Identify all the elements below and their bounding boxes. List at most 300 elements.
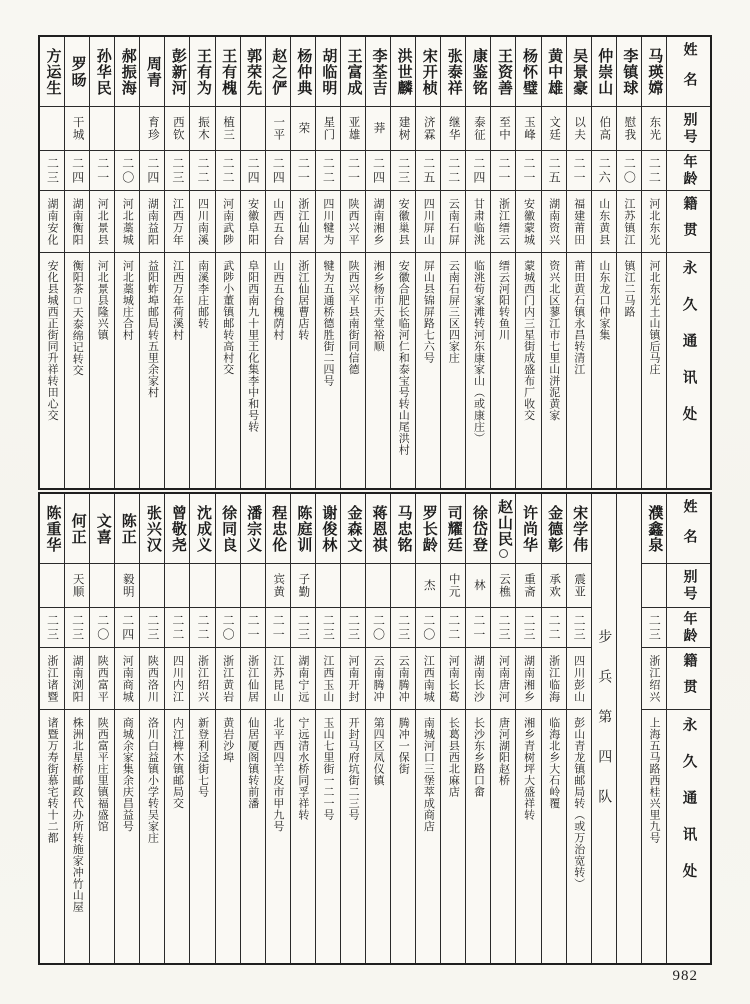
entry-name-text: 曾敬尧 (169, 504, 186, 553)
entry-address (241, 253, 265, 488)
entry-alias (516, 107, 540, 151)
entry-address-text: 新登利迳街七号 (196, 717, 209, 798)
entry-alias-text: 一平 (272, 116, 285, 141)
entry-age (190, 608, 214, 648)
entry-origin (241, 191, 265, 253)
section-label-text: 步兵第四队 (596, 628, 612, 829)
entry-age (291, 608, 315, 648)
entry-age (491, 608, 515, 648)
entry-age-text: 二三 (321, 613, 336, 642)
entry-name (491, 494, 515, 564)
entry-origin (441, 648, 465, 710)
entry-origin-text: 湖南衡阳 (71, 197, 84, 246)
entry-address-text: 山东龙口仲家集 (597, 260, 610, 341)
entry-age-text: 二一 (572, 156, 587, 185)
header-name (667, 37, 710, 107)
entry-address-text: 衡阳茶□天泰绵记转交 (71, 260, 84, 376)
roster-entry-column (566, 494, 591, 963)
entry-name-wrap (370, 505, 387, 553)
entry-name-wrap (69, 513, 86, 545)
entry-age (266, 608, 290, 648)
entry-address (216, 710, 240, 963)
blank-spacer-column (616, 494, 641, 963)
entry-name-text: 赵之俨 (270, 47, 287, 96)
entry-address (190, 253, 214, 488)
entry-address-text: 长沙东乡路口畲 (472, 717, 485, 798)
entry-age (216, 608, 240, 648)
roster-entry-column (40, 494, 64, 963)
entry-name-text: 吴景豪 (571, 47, 588, 96)
entry-address (165, 710, 189, 963)
entry-address-text: 临洮苟家滩转河东康家山（或康庄） (472, 260, 485, 444)
entry-alias (642, 107, 666, 151)
entry-origin (491, 648, 515, 710)
entry-origin-text: 河北藁城 (121, 197, 134, 246)
entry-address (65, 710, 89, 963)
entry-address (466, 710, 490, 963)
header-address-text: 永久通讯处 (680, 260, 697, 443)
entry-name (90, 494, 114, 564)
entry-name (291, 37, 315, 107)
entry-age-text: 二一 (471, 613, 486, 642)
entry-address (90, 253, 114, 488)
entry-name-text: 孙华民 (94, 47, 111, 96)
entry-alias (90, 107, 114, 151)
entry-address-text: 洛川白益镇小学转吴家庄 (146, 717, 159, 844)
entry-alias (542, 107, 566, 151)
entry-age (140, 608, 164, 648)
entry-age-text: 二四 (120, 613, 135, 642)
header-name (667, 494, 710, 564)
entry-name-wrap (119, 513, 136, 545)
entry-address (316, 253, 340, 488)
header-address-text: 永久通讯处 (680, 717, 697, 900)
entry-name (592, 37, 616, 107)
roster-entry-column (265, 37, 290, 488)
entry-origin (65, 648, 89, 710)
entry-age-text: 二二 (547, 613, 562, 642)
entry-alias-text: 振木 (197, 116, 209, 141)
header-age (667, 151, 710, 191)
entry-alias-text: 中元 (447, 573, 460, 598)
entry-address-text: 益阳蚱埠邮局转五里余家村 (146, 260, 159, 398)
entry-name (241, 494, 265, 564)
entry-address (316, 710, 340, 963)
entry-name-wrap (244, 505, 261, 553)
entry-origin (115, 191, 139, 253)
entry-origin (316, 191, 340, 253)
entry-name-text: 张泰祥 (445, 47, 462, 96)
entry-age-text: 二一 (95, 156, 110, 185)
roster-entry-column (189, 37, 214, 488)
entry-age-text: 二四 (145, 156, 160, 185)
entry-age (491, 151, 515, 191)
roster-entry-column (490, 494, 515, 963)
entry-alias (266, 107, 290, 151)
roster-entry-column (290, 494, 315, 963)
entry-age-text: 二三 (396, 156, 411, 185)
roster-entry-column (465, 37, 490, 488)
entry-origin-text: 河北东光 (647, 197, 660, 246)
entry-origin (115, 648, 139, 710)
entry-name (40, 494, 64, 564)
entry-origin-text: 江西万年 (171, 197, 184, 246)
entry-alias (617, 107, 641, 151)
entry-alias-text: 荣 (297, 122, 310, 135)
entry-address-text: 仙居厦阁镇转前潘 (246, 717, 259, 809)
entry-address-text: 阜阳西南九十里王化集李中和号转 (246, 260, 259, 433)
entry-alias-text: 云樵 (497, 573, 510, 598)
entry-origin-text: 江西玉山 (321, 654, 334, 703)
entry-alias-text: 泰征 (472, 116, 485, 141)
entry-age (266, 151, 290, 191)
entry-name-text: 王有槐 (220, 47, 237, 96)
entry-origin-text: 云南石屏 (447, 197, 460, 246)
roster-entry-column (591, 37, 616, 488)
entry-name-wrap (219, 48, 236, 96)
entry-name (216, 37, 240, 107)
entry-address (366, 253, 390, 488)
header-age-text: 年龄 (681, 153, 697, 188)
entry-name-wrap (144, 505, 161, 553)
entry-address-text: 河北景县隆兴镇 (96, 260, 109, 341)
roster-entry-column (616, 37, 641, 488)
entry-age-text: 二一 (346, 156, 361, 185)
entry-origin-text: 安徽阜阳 (246, 197, 259, 246)
entry-origin-text: 云南腾冲 (397, 654, 410, 703)
entry-origin-text: 河南长葛 (447, 654, 460, 703)
entry-age-text: 二四 (371, 156, 386, 185)
roster-entry-column (315, 37, 340, 488)
header-origin (667, 648, 710, 710)
entry-name-text: 潘宗义 (245, 504, 262, 553)
entry-address-text: 南城河口三堡萃成商店 (422, 717, 435, 832)
entry-age (642, 151, 666, 191)
entry-age-text: 二〇 (622, 156, 637, 185)
entry-name-text: 徐岱登 (470, 504, 487, 553)
entry-name-wrap (244, 48, 261, 96)
entry-name-wrap (269, 48, 286, 96)
entry-address (90, 710, 114, 963)
entry-name-text: 文喜 (94, 512, 111, 545)
entry-name (316, 494, 340, 564)
entry-age-text: 二三 (346, 613, 361, 642)
entry-alias (391, 564, 415, 608)
entry-address-text: 长葛县西北麻店 (447, 717, 460, 798)
entry-alias-text: 继华 (447, 116, 460, 141)
entry-age (366, 151, 390, 191)
entry-age-text: 二三 (45, 613, 60, 642)
entry-age (165, 608, 189, 648)
entry-age-text: 二三 (522, 613, 537, 642)
entry-name-text: 宋开桢 (420, 47, 437, 96)
page-number: 982 (672, 968, 698, 984)
entry-origin-text: 湖南湘乡 (522, 654, 535, 703)
entry-origin-text: 浙江诸暨 (46, 654, 59, 703)
entry-origin-text: 陕西洛川 (146, 654, 159, 703)
entry-address (516, 710, 540, 963)
entry-age (391, 151, 415, 191)
entry-name (516, 494, 540, 564)
entry-name-wrap (645, 505, 662, 553)
entry-origin-text: 河南开封 (346, 654, 359, 703)
entry-age (592, 151, 616, 191)
entry-age-text: 二四 (271, 156, 286, 185)
entry-origin-text: 山东黄县 (597, 197, 610, 246)
entry-address (466, 253, 490, 488)
entry-origin-text: 湖南宁远 (296, 654, 309, 703)
entry-age (391, 608, 415, 648)
entry-origin (216, 648, 240, 710)
entry-address-text: 玉山七里街一二一号 (322, 717, 334, 821)
entry-age (90, 151, 114, 191)
entry-name-text: 杨仲典 (295, 47, 312, 96)
entry-alias (140, 564, 164, 608)
roster-entry-column (541, 37, 566, 488)
entry-name-text: 黄中雄 (546, 47, 563, 96)
entry-age-text: 二三 (145, 613, 160, 642)
entry-origin (216, 191, 240, 253)
entry-alias (466, 107, 490, 151)
entry-name-wrap (420, 505, 437, 553)
entry-alias-text: 莽 (372, 122, 385, 135)
entry-origin-text: 河北景县 (96, 197, 109, 246)
entry-name-wrap (144, 56, 161, 88)
roster-entry-column (490, 37, 515, 488)
entry-origin-text: 四川犍为 (321, 197, 334, 246)
entry-age (466, 151, 490, 191)
entry-alias-text: 建树 (397, 116, 410, 141)
entry-address-text: 陕西兴平县南街同信德 (347, 260, 360, 375)
roster-entry-column (240, 37, 265, 488)
entry-origin (266, 191, 290, 253)
entry-name-wrap (570, 48, 587, 96)
entry-name (567, 494, 591, 564)
entry-name-text: 陈庭训 (295, 504, 312, 553)
entry-alias-text: 亚雄 (347, 116, 360, 141)
entry-origin (266, 648, 290, 710)
entry-address-text: 唐河湖阳赵桥 (497, 717, 510, 786)
entry-age-text: 二三 (396, 613, 411, 642)
entry-name-text: 王有为 (195, 47, 211, 96)
entry-name-text: 马瑛嫦 (646, 47, 663, 96)
entry-origin (165, 191, 189, 253)
entry-address-text: 资兴北区蓼江市七里山洴泥黄家 (547, 260, 560, 421)
entry-name-wrap (344, 48, 361, 96)
entry-name-text: 李荃吉 (370, 47, 387, 96)
entry-alias (441, 107, 465, 151)
entry-origin (617, 191, 641, 253)
entry-address-text: 武陟小董镇邮转高村交 (221, 260, 234, 375)
entry-name-text: 郝振海 (119, 47, 136, 96)
roster-entry-column (440, 37, 465, 488)
entry-name (366, 37, 390, 107)
roster-entry-column (139, 494, 164, 963)
roster-entry-column (315, 494, 340, 963)
entry-age-text: 二一 (522, 156, 537, 185)
entry-name (341, 494, 365, 564)
entry-alias-text: 济霖 (422, 116, 435, 141)
entry-name (241, 37, 265, 107)
roster-entry-column (89, 37, 114, 488)
entry-age (316, 608, 340, 648)
entry-name (341, 37, 365, 107)
entry-alias-text: 子勤 (297, 573, 310, 598)
entry-name (391, 37, 415, 107)
entry-age (291, 151, 315, 191)
header-origin (667, 191, 710, 253)
entry-name (165, 37, 189, 107)
entry-alias (592, 107, 616, 151)
entry-origin-text: 陕西富平 (96, 654, 109, 703)
entry-age (642, 608, 666, 648)
entry-age-text: 二二 (446, 613, 461, 642)
entry-alias-text: 植三 (222, 116, 235, 141)
entry-name-wrap (545, 48, 562, 96)
entry-origin-text: 山西五台 (271, 197, 284, 246)
entry-name-text: 陈重华 (44, 504, 61, 553)
entry-address-text: 安化县城西正街同升祥转田心交 (46, 260, 59, 421)
roster-entry-column (164, 494, 189, 963)
entry-age (567, 151, 591, 191)
entry-address-text: 云南石屏三区四家庄 (447, 260, 460, 364)
roster-entry-column (240, 494, 265, 963)
entry-address-text: 黄岩沙埠 (221, 717, 234, 763)
entry-origin-text: 甘肃临洮 (472, 197, 485, 246)
entry-alias (391, 107, 415, 151)
entry-origin (291, 191, 315, 253)
entry-name (441, 494, 465, 564)
entry-address (542, 253, 566, 488)
entry-name (542, 494, 566, 564)
entry-age (115, 151, 139, 191)
entry-address-text: 第四区凤仪镇 (372, 717, 385, 786)
entry-age-text: 二四 (246, 156, 261, 185)
entry-origin-text: 四川南溪 (196, 197, 209, 246)
entry-name (466, 494, 490, 564)
roster-entry-column (365, 494, 390, 963)
roster-entry-column (89, 494, 114, 963)
entry-alias (40, 107, 64, 151)
entry-address (391, 253, 415, 488)
entry-age-text: 二一 (271, 613, 286, 642)
entry-alias (441, 564, 465, 608)
entry-age-text: 二二 (446, 156, 461, 185)
entry-origin-text: 浙江绍兴 (196, 654, 209, 703)
entry-name (366, 494, 390, 564)
entry-alias-text: 干城 (71, 116, 84, 141)
roster-entry-column (641, 37, 666, 488)
entry-alias-text: 西钦 (171, 116, 184, 141)
entry-alias (40, 564, 64, 608)
entry-name-wrap (194, 505, 211, 553)
entry-origin (466, 648, 490, 710)
entry-address (341, 710, 365, 963)
roster-table-bottom (38, 492, 712, 965)
entry-name (140, 37, 164, 107)
entry-address-text: 北平西四羊皮市甲九号 (271, 717, 284, 832)
entry-name (416, 37, 440, 107)
entry-age (241, 151, 265, 191)
entry-name-wrap (294, 48, 311, 96)
entry-alias-text: 杰 (422, 579, 435, 592)
entry-name (617, 37, 641, 107)
entry-name-wrap (194, 48, 211, 96)
entry-alias-text: 伯高 (598, 116, 611, 141)
entry-origin (391, 648, 415, 710)
entry-address (341, 253, 365, 488)
entry-address (491, 253, 515, 488)
roster-entry-column (541, 494, 566, 963)
entry-address (416, 710, 440, 963)
entry-name-text: 赵山民 (495, 499, 512, 547)
entry-age (416, 151, 440, 191)
entry-name-wrap (69, 56, 86, 88)
entry-name-wrap (395, 505, 412, 553)
entry-alias-text: 东光 (648, 116, 661, 141)
entry-alias (416, 107, 440, 151)
entry-age-text: 二二 (170, 613, 185, 642)
entry-age-text: 二二 (321, 156, 336, 185)
entry-origin-text: 四川彭山 (572, 654, 585, 703)
entry-age (516, 608, 540, 648)
header-age (667, 608, 710, 648)
entry-age (316, 151, 340, 191)
entry-alias-text: 林 (472, 579, 485, 592)
entry-name-text: 罗长龄 (420, 504, 437, 553)
entry-address-text: 犍为五通桥德胜街二四号 (322, 260, 334, 387)
section-divider-column (591, 494, 616, 963)
entry-name-wrap (169, 505, 186, 553)
entry-alias-text: 毅明 (121, 573, 134, 598)
entry-alias (316, 564, 340, 608)
entry-origin (567, 648, 591, 710)
entry-age (617, 151, 641, 191)
entry-alias-text: 震亚 (573, 573, 586, 598)
entry-name-text: 宋学伟 (571, 504, 588, 553)
entry-name-text: 司耀廷 (445, 504, 462, 553)
header-name-text: 姓名 (681, 41, 697, 102)
entry-origin (516, 191, 540, 253)
entry-origin-text: 湖南安化 (46, 197, 59, 246)
entry-age (190, 151, 214, 191)
entry-age-text: 二一 (246, 613, 261, 642)
entry-address-text: 湘乡青树坪大盛祥转 (522, 717, 535, 821)
entry-name-wrap (395, 48, 412, 96)
entry-age-text: 二一 (296, 156, 311, 185)
entry-origin (416, 648, 440, 710)
entry-age (441, 608, 465, 648)
entry-address (567, 710, 591, 963)
roster-entry-column (465, 494, 490, 963)
entry-name-wrap (420, 48, 437, 96)
entry-age (341, 608, 365, 648)
entry-alias (241, 564, 265, 608)
entry-alias (491, 564, 515, 608)
entry-origin (341, 648, 365, 710)
entry-alias (115, 564, 139, 608)
entry-address-text: 江西万年荷溪村 (171, 260, 184, 341)
entry-name-wrap (445, 48, 462, 96)
entry-age-text: 二〇 (120, 156, 135, 185)
entry-origin (642, 648, 666, 710)
entry-address-text: 蒙城西门内三星街成盛布厂收交 (522, 260, 535, 421)
entry-address-text: 开封马府坑街二三号 (347, 717, 360, 821)
entry-name-text: 蒋恩祺 (370, 504, 387, 553)
entry-origin-text: 浙江临海 (547, 654, 560, 703)
entry-origin (190, 191, 214, 253)
entry-name-text: 仲崇山 (596, 47, 613, 96)
